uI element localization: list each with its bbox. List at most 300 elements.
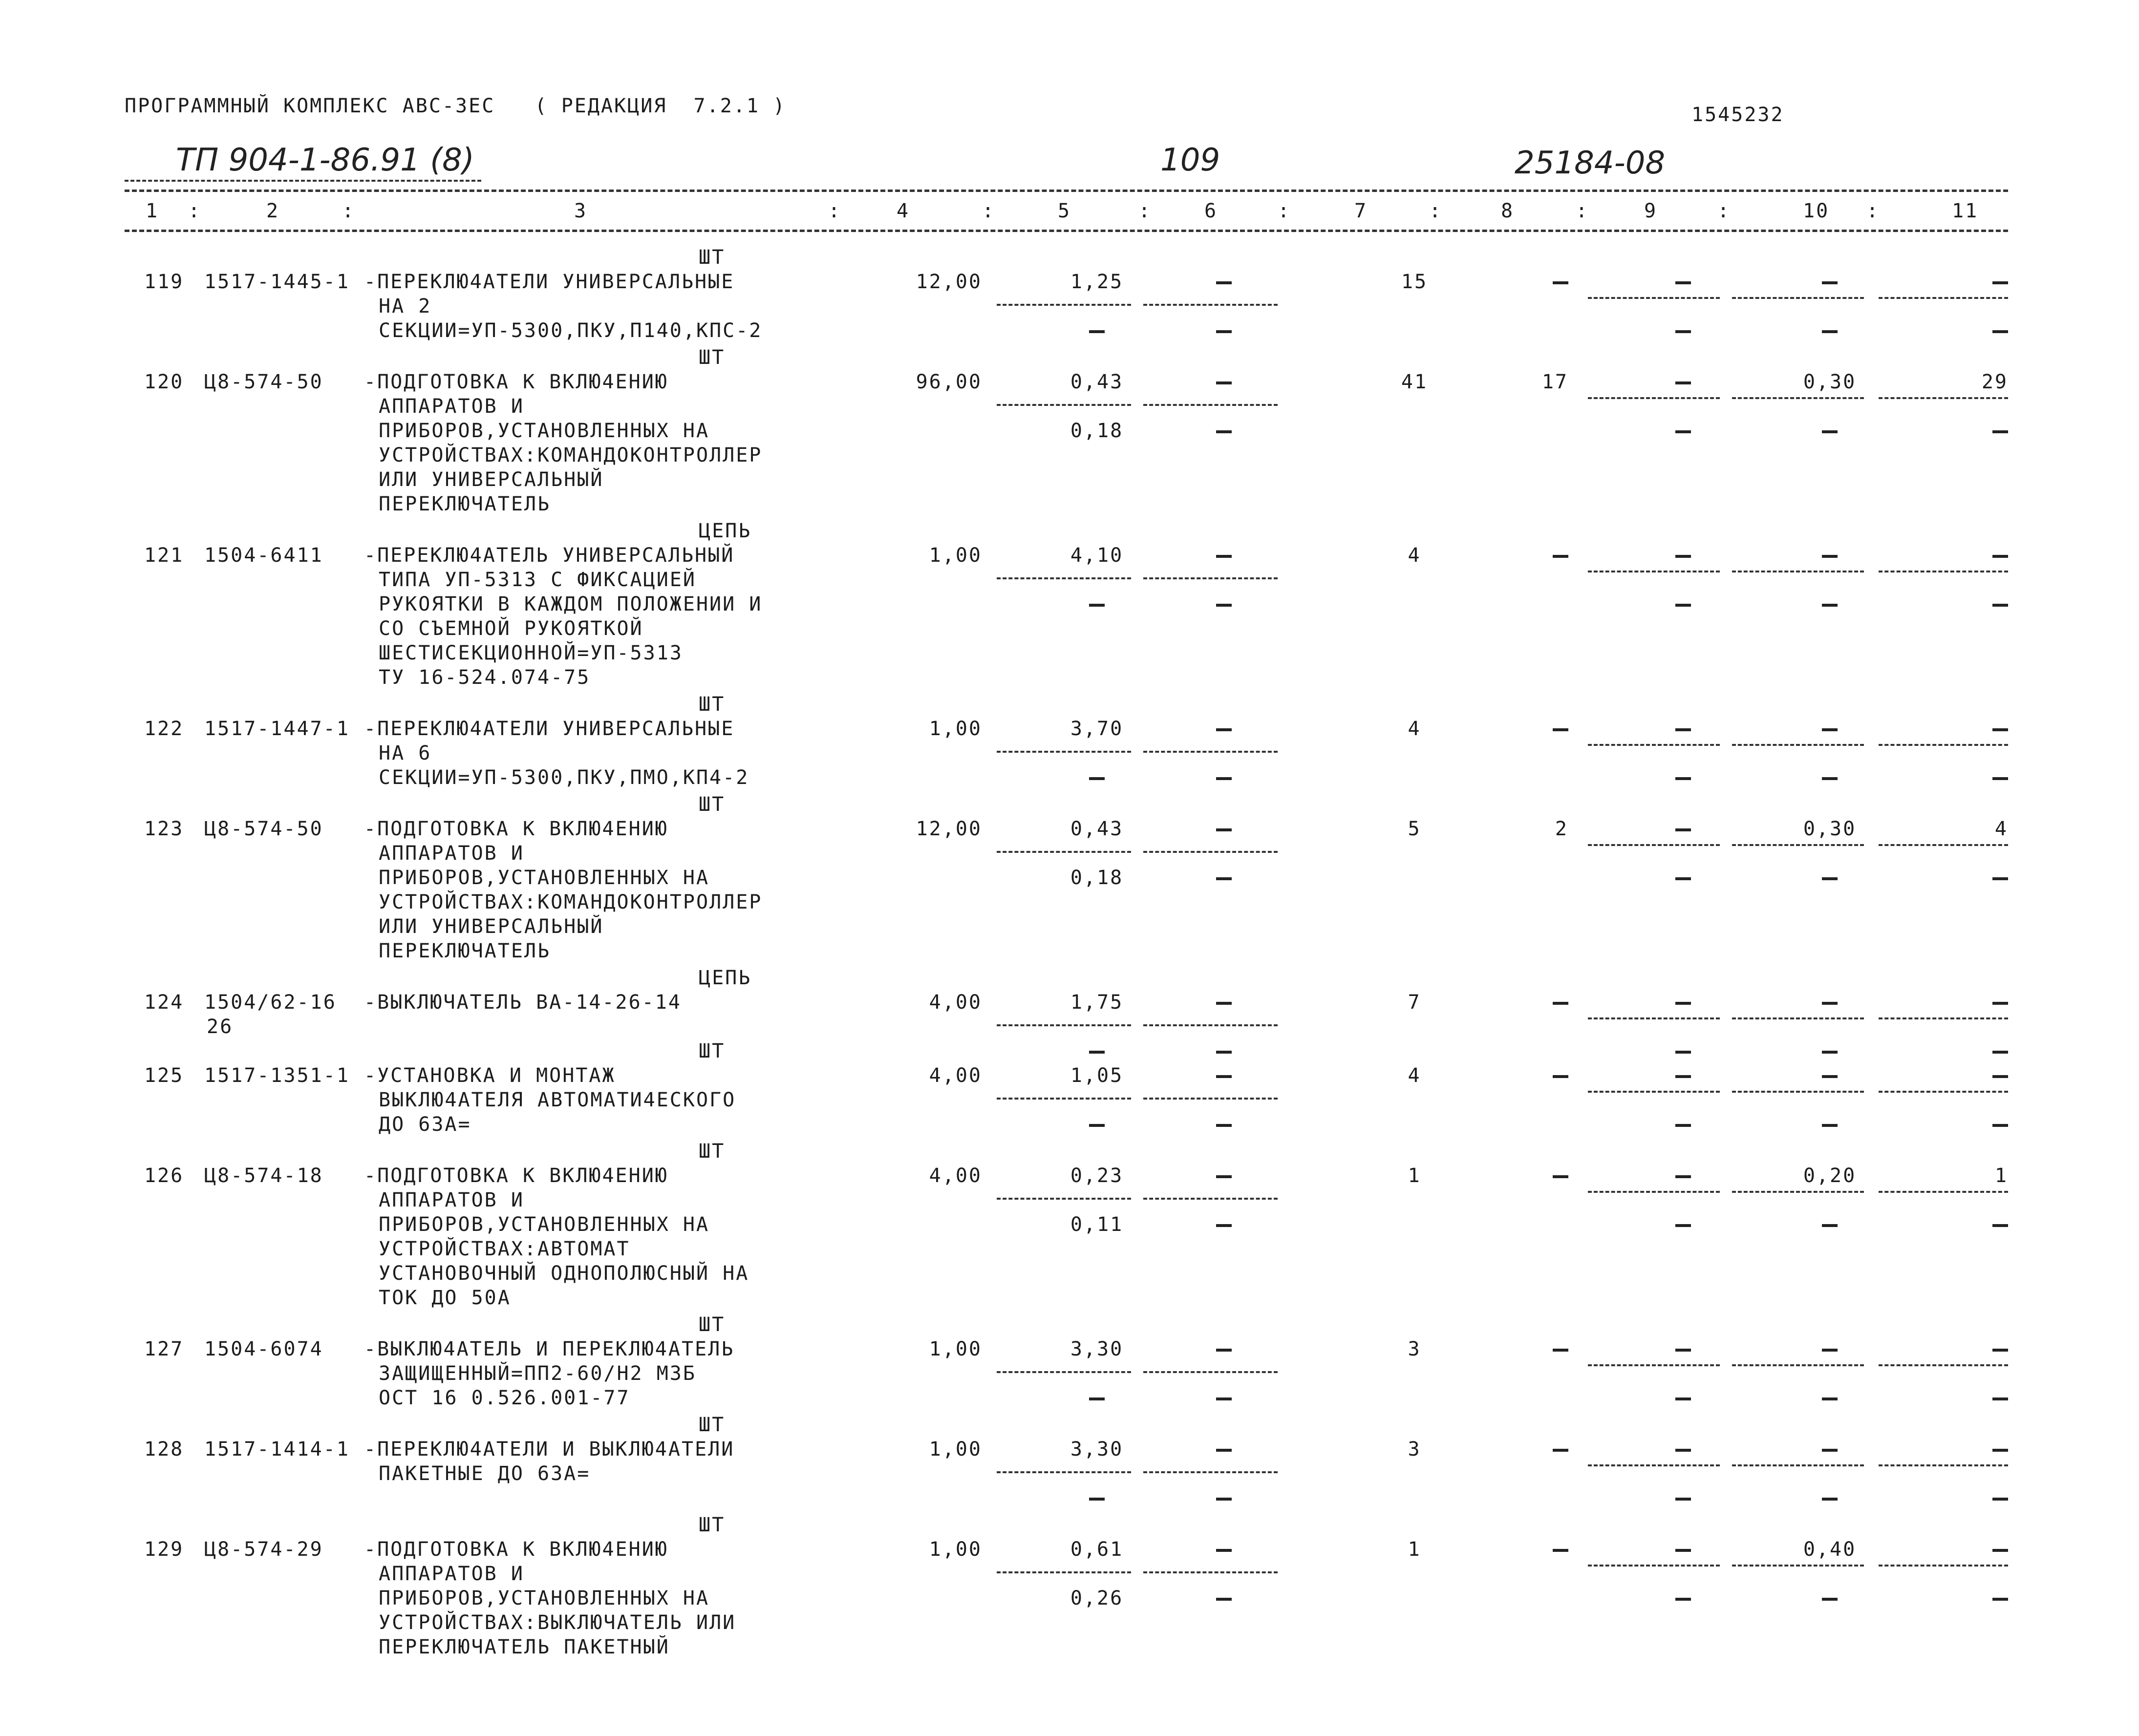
- description-line: УСТРОЙСТВАХ:КОМАНДОКОНТРОЛЛЕР: [379, 891, 763, 913]
- col5-sub-value: 0,18: [1070, 867, 1124, 889]
- col11-sub-value-dash: [1992, 1224, 2008, 1227]
- col6-value-dash: [1216, 728, 1232, 731]
- description-line: УСТАНОВОЧНЫЙ ОДНОПОЛЮСНЫЙ НА: [379, 1262, 749, 1285]
- col5-value: 0,23: [1070, 1164, 1124, 1187]
- handwritten-archive-number: 25184-08: [1515, 145, 1666, 181]
- col6-sub-value-dash: [1216, 1598, 1232, 1601]
- description-line: СО СЪЕМНОЙ РУКОЯТКОЙ: [379, 617, 643, 640]
- col11-sub-value-dash: [1992, 1598, 2008, 1601]
- col9-sub-value-dash: [1675, 1397, 1691, 1400]
- unit-label: ЦЕПЬ: [699, 520, 752, 542]
- quantity: 1,00: [929, 544, 982, 567]
- col10-value-dash: [1822, 1075, 1838, 1078]
- col7-value: 4: [1408, 1064, 1421, 1087]
- row-number: 129: [144, 1538, 184, 1561]
- fraction-rule-col6: [1143, 404, 1278, 406]
- row-number: 127: [144, 1338, 184, 1360]
- col6-sub-value-dash: [1216, 777, 1232, 780]
- col7-value: 41: [1401, 371, 1428, 393]
- description-line: ТУ 16-524.074-75: [379, 666, 591, 689]
- col10-sub-value-dash: [1822, 1051, 1838, 1054]
- col10-value-dash: [1822, 1349, 1838, 1352]
- col10-value: 0,40: [1803, 1538, 1857, 1561]
- col10-sub-value-dash: [1822, 330, 1838, 333]
- fraction-rule-col9: [1588, 1464, 1720, 1466]
- col10-sub-value-dash: [1822, 1498, 1838, 1501]
- col5-sub-value-dash: [1089, 1124, 1105, 1127]
- col10-sub-value-dash: [1822, 1124, 1838, 1127]
- description-line: УСТРОЙСТВАХ:АВТОМАТ: [379, 1238, 630, 1260]
- fraction-rule-col9: [1588, 1017, 1720, 1019]
- quantity: 1,00: [929, 1438, 982, 1461]
- col9-value-dash: [1675, 381, 1691, 384]
- fraction-rule-col10: [1732, 571, 1864, 572]
- fraction-rule-col9: [1588, 297, 1720, 299]
- col9-sub-value-dash: [1675, 1051, 1691, 1054]
- col11-value: 4: [1994, 818, 2008, 840]
- col6-value-dash: [1216, 281, 1232, 284]
- col8-value-dash: [1553, 555, 1568, 558]
- handwritten-page-number: 109: [1160, 142, 1220, 178]
- fraction-rule-col5: [997, 1371, 1131, 1373]
- col10-sub-value-dash: [1822, 1397, 1838, 1400]
- fraction-rule-col11: [1879, 844, 2008, 846]
- description-line: НА 2: [379, 295, 432, 318]
- unit-label: ШТ: [699, 346, 726, 369]
- col5-sub-value: 0,26: [1070, 1587, 1124, 1609]
- fraction-rule-col6: [1143, 1571, 1278, 1573]
- header-rule-bottom: [125, 230, 2008, 232]
- col6-value-dash: [1216, 381, 1232, 384]
- description-line: АППАРАТОВ И: [379, 1563, 524, 1585]
- row-number: 120: [144, 371, 184, 393]
- col11-sub-value-dash: [1992, 1498, 2008, 1501]
- column-header-3: 3: [574, 200, 588, 222]
- col11-value-dash: [1992, 1349, 2008, 1352]
- column-header-5: 5: [1058, 200, 1071, 222]
- col9-sub-value-dash: [1675, 1124, 1691, 1127]
- col5-value: 0,61: [1070, 1538, 1124, 1561]
- fraction-rule-col9: [1588, 1091, 1720, 1093]
- col8-value: 2: [1555, 818, 1568, 840]
- description-line: АППАРАТОВ И: [379, 1189, 524, 1211]
- col6-value-dash: [1216, 1075, 1232, 1078]
- col8-value-dash: [1553, 1175, 1568, 1178]
- fraction-rule-col6: [1143, 1471, 1278, 1473]
- col6-sub-value-dash: [1216, 1051, 1232, 1054]
- col10-sub-value-dash: [1822, 1598, 1838, 1601]
- description-line: ИЛИ УНИВЕРСАЛЬНЫЙ: [379, 915, 604, 938]
- description-line: ЗАЩИЩЕННЫЙ=ПП2-60/Н2 МЗБ: [379, 1362, 696, 1385]
- col9-value-dash: [1675, 828, 1691, 831]
- fraction-rule-col10: [1732, 397, 1864, 399]
- col6-sub-value-dash: [1216, 877, 1232, 880]
- description-line: -ПЕРЕКЛЮ4АТЕЛИ И ВЫКЛЮ4АТЕЛИ: [364, 1438, 735, 1461]
- col6-sub-value-dash: [1216, 1397, 1232, 1400]
- col8-value-dash: [1553, 1349, 1568, 1352]
- resource-code: Ц8-574-18: [204, 1164, 323, 1187]
- fraction-rule-col10: [1732, 1091, 1864, 1093]
- col8-value-dash: [1553, 1449, 1568, 1452]
- fraction-rule-col9: [1588, 744, 1720, 746]
- fraction-rule-col11: [1879, 744, 2008, 746]
- col5-sub-value-dash: [1089, 330, 1105, 333]
- handwritten-project-code: ТП 904-1-86.91 (8): [176, 142, 474, 178]
- column-separator: :: [1717, 200, 1731, 222]
- col7-value: 3: [1408, 1338, 1421, 1360]
- col5-sub-value-dash: [1089, 1498, 1105, 1501]
- col9-sub-value-dash: [1675, 877, 1691, 880]
- row-number: 119: [144, 271, 184, 293]
- fraction-rule-col6: [1143, 1098, 1278, 1100]
- fraction-rule-col6: [1143, 1371, 1278, 1373]
- col6-sub-value-dash: [1216, 1224, 1232, 1227]
- unit-label: ШТ: [699, 1514, 726, 1536]
- description-line: ПЕРЕКЛЮЧАТЕЛЬ ПАКЕТНЫЙ: [379, 1636, 670, 1658]
- unit-label: ШТ: [699, 1140, 726, 1163]
- header-rule-top: [125, 190, 2008, 192]
- col5-sub-value: 0,18: [1070, 420, 1124, 442]
- description-line: АППАРАТОВ И: [379, 842, 524, 865]
- col8-value-dash: [1553, 281, 1568, 284]
- resource-code: Ц8-574-50: [204, 371, 323, 393]
- project-code-underline: [125, 180, 481, 182]
- col10-sub-value-dash: [1822, 604, 1838, 607]
- col8-value-dash: [1553, 1549, 1568, 1552]
- fraction-rule-col6: [1143, 577, 1278, 579]
- column-separator: :: [188, 200, 202, 222]
- col7-value: 4: [1408, 544, 1421, 567]
- description-line: -ПОДГОТОВКА К ВКЛЮ4ЕНИЮ: [364, 1164, 668, 1187]
- col11-value-dash: [1992, 1002, 2008, 1005]
- col11-sub-value-dash: [1992, 877, 2008, 880]
- col10-value-dash: [1822, 555, 1838, 558]
- unit-label: ШТ: [699, 1414, 726, 1436]
- fraction-rule-col11: [1879, 1565, 2008, 1567]
- col5-sub-value-dash: [1089, 1397, 1105, 1400]
- description-line: ПРИБОРОВ,УСТАНОВЛЕННЫХ НА: [379, 867, 710, 889]
- document-number: 1545232: [1691, 104, 1784, 126]
- description-line: ДО 63А=: [379, 1113, 471, 1136]
- description-line: ПАКЕТНЫЕ ДО 63А=: [379, 1462, 591, 1485]
- col8-value-dash: [1553, 1002, 1568, 1005]
- column-separator: :: [1429, 200, 1443, 222]
- fraction-rule-col10: [1732, 297, 1864, 299]
- col6-sub-value-dash: [1216, 430, 1232, 433]
- fraction-rule-col5: [997, 304, 1131, 306]
- description-line: ТОК ДО 50А: [379, 1287, 511, 1309]
- col5-value: 4,10: [1070, 544, 1124, 567]
- col11-sub-value-dash: [1992, 1051, 2008, 1054]
- description-line: -ВЫКЛЮ4АТЕЛЬ И ПЕРЕКЛЮ4АТЕЛЬ: [364, 1338, 735, 1360]
- unit-label: ШТ: [699, 1040, 726, 1062]
- col9-value-dash: [1675, 281, 1691, 284]
- column-header-10: 10: [1803, 200, 1830, 222]
- col11-sub-value-dash: [1992, 1124, 2008, 1127]
- col7-value: 5: [1408, 818, 1421, 840]
- column-header-4: 4: [897, 200, 910, 222]
- fraction-rule-col5: [997, 1471, 1131, 1473]
- fraction-rule-col10: [1732, 744, 1864, 746]
- col10-value-dash: [1822, 1002, 1838, 1005]
- col5-sub-value-dash: [1089, 604, 1105, 607]
- col9-value-dash: [1675, 1075, 1691, 1078]
- col5-value: 1,25: [1070, 271, 1124, 293]
- column-separator: :: [1278, 200, 1291, 222]
- col6-sub-value-dash: [1216, 1124, 1232, 1127]
- col10-value-dash: [1822, 728, 1838, 731]
- quantity: 4,00: [929, 991, 982, 1014]
- col9-value-dash: [1675, 1549, 1691, 1552]
- col11-sub-value-dash: [1992, 777, 2008, 780]
- resource-code: 1504/62-16: [204, 991, 337, 1014]
- col5-value: 1,05: [1070, 1064, 1124, 1087]
- fraction-rule-col10: [1732, 1565, 1864, 1567]
- fraction-rule-col9: [1588, 571, 1720, 572]
- col11-value-dash: [1992, 1549, 2008, 1552]
- col9-value-dash: [1675, 1175, 1691, 1178]
- quantity: 4,00: [929, 1164, 982, 1187]
- col11-sub-value-dash: [1992, 1397, 2008, 1400]
- col9-sub-value-dash: [1675, 1498, 1691, 1501]
- col9-sub-value-dash: [1675, 777, 1691, 780]
- column-header-7: 7: [1354, 200, 1368, 222]
- col9-sub-value-dash: [1675, 430, 1691, 433]
- description-line: -ПОДГОТОВКА К ВКЛЮ4ЕНИЮ: [364, 818, 668, 840]
- fraction-rule-col11: [1879, 1191, 2008, 1193]
- fraction-rule-col6: [1143, 751, 1278, 753]
- column-header-8: 8: [1501, 200, 1515, 222]
- fraction-rule-col5: [997, 1098, 1131, 1100]
- fraction-rule-col11: [1879, 1464, 2008, 1466]
- description-line: -ПЕРЕКЛЮ4АТЕЛИ УНИВЕРСАЛЬНЫЕ: [364, 271, 735, 293]
- col6-sub-value-dash: [1216, 604, 1232, 607]
- col10-value: 0,20: [1803, 1164, 1857, 1187]
- col11-value-dash: [1992, 728, 2008, 731]
- description-line: -ПЕРЕКЛЮ4АТЕЛИ УНИВЕРСАЛЬНЫЕ: [364, 718, 735, 740]
- fraction-rule-col10: [1732, 1191, 1864, 1193]
- fraction-rule-col11: [1879, 1364, 2008, 1366]
- unit-label: ШТ: [699, 246, 726, 269]
- col5-value: 3,70: [1070, 718, 1124, 740]
- description-line: СЕКЦИИ=УП-5300,ПКУ,ПМО,КП4-2: [379, 766, 749, 789]
- col11-sub-value-dash: [1992, 430, 2008, 433]
- description-line: ПРИБОРОВ,УСТАНОВЛЕННЫХ НА: [379, 1213, 710, 1236]
- col8-value: 17: [1541, 371, 1568, 393]
- col11-sub-value-dash: [1992, 604, 2008, 607]
- description-line: ОСТ 16 0.526.001-77: [379, 1387, 630, 1409]
- quantity: 96,00: [916, 371, 982, 393]
- fraction-rule-col5: [997, 851, 1131, 853]
- col11-sub-value-dash: [1992, 330, 2008, 333]
- resource-code: 1504-6411: [204, 544, 323, 567]
- column-header-6: 6: [1204, 200, 1218, 222]
- col5-value: 0,43: [1070, 818, 1124, 840]
- fraction-rule-col9: [1588, 1364, 1720, 1366]
- col9-value-dash: [1675, 1002, 1691, 1005]
- column-separator: :: [342, 200, 356, 222]
- col10-sub-value-dash: [1822, 777, 1838, 780]
- fraction-rule-col11: [1879, 297, 2008, 299]
- fraction-rule-col11: [1879, 397, 2008, 399]
- col7-value: 3: [1408, 1438, 1421, 1461]
- column-header-2: 2: [266, 200, 280, 222]
- quantity: 12,00: [916, 818, 982, 840]
- fraction-rule-col6: [1143, 304, 1278, 306]
- description-line: ВЫКЛЮ4АТЕЛЯ АВТОМАТИ4ЕСКОГО: [379, 1089, 736, 1111]
- fraction-rule-col5: [997, 1198, 1131, 1200]
- col5-value: 0,43: [1070, 371, 1124, 393]
- column-header-1: 1: [146, 200, 159, 222]
- description-line: ШЕСТИСЕКЦИОННОЙ=УП-5313: [379, 642, 683, 664]
- column-separator: :: [828, 200, 842, 222]
- description-line: ПРИБОРОВ,УСТАНОВЛЕННЫХ НА: [379, 1587, 710, 1609]
- col9-sub-value-dash: [1675, 1224, 1691, 1227]
- col11-value: 29: [1981, 371, 2008, 393]
- quantity: 12,00: [916, 271, 982, 293]
- description-line: -ПОДГОТОВКА К ВКЛЮ4ЕНИЮ: [364, 371, 668, 393]
- resource-code: Ц8-574-50: [204, 818, 323, 840]
- col9-value-dash: [1675, 1349, 1691, 1352]
- col5-sub-value: 0,11: [1070, 1213, 1124, 1236]
- col9-value-dash: [1675, 555, 1691, 558]
- fraction-rule-col6: [1143, 1198, 1278, 1200]
- resource-code: 1517-1445-1: [204, 271, 350, 293]
- col6-value-dash: [1216, 1349, 1232, 1352]
- col5-value: 3,30: [1070, 1338, 1124, 1360]
- column-header-9: 9: [1644, 200, 1658, 222]
- fraction-rule-col11: [1879, 571, 2008, 572]
- fraction-rule-col5: [997, 404, 1131, 406]
- description-line: -ПОДГОТОВКА К ВКЛЮ4ЕНИЮ: [364, 1538, 668, 1561]
- col7-value: 4: [1408, 718, 1421, 740]
- fraction-rule-col10: [1732, 1364, 1864, 1366]
- row-number: 121: [144, 544, 184, 567]
- fraction-rule-col11: [1879, 1091, 2008, 1093]
- col10-value: 0,30: [1803, 371, 1857, 393]
- col10-value-dash: [1822, 1449, 1838, 1452]
- col10-sub-value-dash: [1822, 1224, 1838, 1227]
- col9-sub-value-dash: [1675, 604, 1691, 607]
- resource-code: 1504-6074: [204, 1338, 323, 1360]
- fraction-rule-col9: [1588, 1191, 1720, 1193]
- col9-value-dash: [1675, 728, 1691, 731]
- column-separator: :: [1866, 200, 1880, 222]
- resource-code-continuation: 26: [207, 1016, 234, 1038]
- col6-value-dash: [1216, 1175, 1232, 1178]
- col6-value-dash: [1216, 828, 1232, 831]
- column-header-11: 11: [1952, 200, 1979, 222]
- description-line: НА 6: [379, 742, 432, 764]
- row-number: 128: [144, 1438, 184, 1461]
- fraction-rule-col9: [1588, 1565, 1720, 1567]
- resource-code: 1517-1414-1: [204, 1438, 350, 1461]
- column-separator: :: [982, 200, 996, 222]
- quantity: 1,00: [929, 1538, 982, 1561]
- description-line: УСТРОЙСТВАХ:ВЫКЛЮЧАТЕЛЬ ИЛИ: [379, 1611, 736, 1634]
- col6-value-dash: [1216, 1449, 1232, 1452]
- quantity: 4,00: [929, 1064, 982, 1087]
- col11-value: 1: [1994, 1164, 2008, 1187]
- col11-value-dash: [1992, 1075, 2008, 1078]
- description-line: АППАРАТОВ И: [379, 395, 524, 418]
- col10-value: 0,30: [1803, 818, 1857, 840]
- col7-value: 7: [1408, 991, 1421, 1014]
- col11-value-dash: [1992, 555, 2008, 558]
- row-number: 122: [144, 718, 184, 740]
- col5-value: 1,75: [1070, 991, 1124, 1014]
- col8-value-dash: [1553, 728, 1568, 731]
- description-line: ИЛИ УНИВЕРСАЛЬНЫЙ: [379, 468, 604, 491]
- description-line: ПЕРЕКЛЮЧАТЕЛЬ: [379, 940, 551, 962]
- col8-value-dash: [1553, 1075, 1568, 1078]
- row-number: 124: [144, 991, 184, 1014]
- col7-value: 1: [1408, 1164, 1421, 1187]
- fraction-rule-col5: [997, 1571, 1131, 1573]
- row-number: 123: [144, 818, 184, 840]
- col6-value-dash: [1216, 1549, 1232, 1552]
- row-number: 125: [144, 1064, 184, 1087]
- column-separator: :: [1138, 200, 1152, 222]
- unit-label: ШТ: [699, 793, 726, 816]
- resource-code: Ц8-574-29: [204, 1538, 323, 1561]
- fraction-rule-col6: [1143, 851, 1278, 853]
- col10-sub-value-dash: [1822, 877, 1838, 880]
- fraction-rule-col10: [1732, 844, 1864, 846]
- col6-sub-value-dash: [1216, 330, 1232, 333]
- fraction-rule-col5: [997, 1024, 1131, 1026]
- description-line: СЕКЦИИ=УП-5300,ПКУ,П140,КПС-2: [379, 319, 763, 342]
- row-number: 126: [144, 1164, 184, 1187]
- fraction-rule-col5: [997, 751, 1131, 753]
- col9-value-dash: [1675, 1449, 1691, 1452]
- col10-sub-value-dash: [1822, 430, 1838, 433]
- fraction-rule-col10: [1732, 1017, 1864, 1019]
- col5-sub-value-dash: [1089, 1051, 1105, 1054]
- col9-sub-value-dash: [1675, 330, 1691, 333]
- fraction-rule-col9: [1588, 397, 1720, 399]
- col10-value-dash: [1822, 281, 1838, 284]
- description-line: -УСТАНОВКА И МОНТАЖ: [364, 1064, 616, 1087]
- description-line: РУКОЯТКИ В КАЖДОМ ПОЛОЖЕНИИ И: [379, 593, 763, 615]
- col11-value-dash: [1992, 1449, 2008, 1452]
- quantity: 1,00: [929, 1338, 982, 1360]
- program-header: ПРОГРАММНЫЙ КОМПЛЕКС АВС-3ЕС ( РЕДАКЦИЯ 7.2.1 ): [125, 95, 787, 117]
- fraction-rule-col10: [1732, 1464, 1864, 1466]
- description-line: ПЕРЕКЛЮЧАТЕЛЬ: [379, 493, 551, 515]
- resource-code: 1517-1447-1: [204, 718, 350, 740]
- unit-label: ЦЕПЬ: [699, 967, 752, 989]
- resource-code: 1517-1351-1: [204, 1064, 350, 1087]
- fraction-rule-col5: [997, 577, 1131, 579]
- fraction-rule-col9: [1588, 844, 1720, 846]
- description-line: ПРИБОРОВ,УСТАНОВЛЕННЫХ НА: [379, 420, 710, 442]
- col6-sub-value-dash: [1216, 1498, 1232, 1501]
- col9-sub-value-dash: [1675, 1598, 1691, 1601]
- quantity: 1,00: [929, 718, 982, 740]
- col5-sub-value-dash: [1089, 777, 1105, 780]
- unit-label: ШТ: [699, 693, 726, 716]
- fraction-rule-col6: [1143, 1024, 1278, 1026]
- description-line: ТИПА УП-5313 С ФИКСАЦИЕЙ: [379, 569, 696, 591]
- description-line: УСТРОЙСТВАХ:КОМАНДОКОНТРОЛЛЕР: [379, 444, 763, 466]
- column-separator: :: [1576, 200, 1589, 222]
- col7-value: 1: [1408, 1538, 1421, 1561]
- description-line: -ВЫКЛЮЧАТЕЛЬ ВА-14-26-14: [364, 991, 682, 1014]
- col6-value-dash: [1216, 555, 1232, 558]
- col6-value-dash: [1216, 1002, 1232, 1005]
- col5-value: 3,30: [1070, 1438, 1124, 1461]
